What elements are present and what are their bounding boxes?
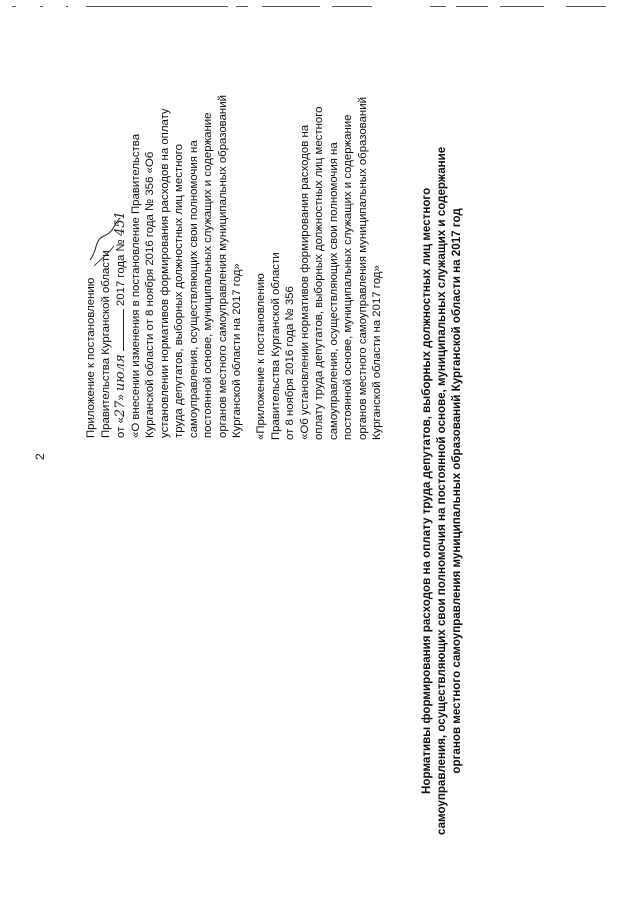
appendix-line: постоянной основе, муниципальных служащих и содержание <box>342 114 354 440</box>
handwritten-month: июля <box>113 354 128 392</box>
scan-artifact <box>0 4 640 10</box>
appendix-line: Курганской области на 2017 год» <box>231 263 243 438</box>
appendix-line: «Приложение к постановлению <box>255 273 267 440</box>
page-number: 2 <box>33 453 47 460</box>
title-line: органов местного самоуправления муниципальных образований Курганской области на 2017 год <box>450 208 463 774</box>
appendix-line: труда депутатов, выборных должностных лиц местного <box>173 144 185 438</box>
appendix-line: органов местного самоуправления муниципальных образований <box>356 97 369 440</box>
title-line: Нормативы формирования расходов на оплату труда депутатов, выборных должностных лиц местного <box>420 187 433 794</box>
appendix-original-block <box>254 97 385 440</box>
appendix-line: органов местного самоуправления муниципальных образований <box>216 95 229 438</box>
handwritten-day: 27 <box>113 400 128 418</box>
appendix-line: самоуправления, осуществляющих свои полномочия на <box>187 140 200 438</box>
date-prefix: от « <box>115 417 127 438</box>
appendix-line: самоуправления, осуществляющих свои полномочия на <box>327 142 340 440</box>
blank-line <box>113 309 124 351</box>
document-title <box>419 147 464 835</box>
appendix-line: постоянной основе, муниципальных служащих и содержание <box>202 112 214 438</box>
appendix-line: установлении нормативов формирования расходов на оплату <box>158 108 171 438</box>
appendix-line: «Об установлении нормативов формирования расходов на <box>298 124 311 440</box>
signature-scribble <box>84 210 126 270</box>
appendix-line: Курганской области на 2017 год» <box>371 265 383 440</box>
appendix-line: от 8 ноября 2016 года № 356 <box>284 286 296 440</box>
appendix-line: Правительства Курганской области <box>99 250 112 438</box>
appendix-line: Правительства Курганской области <box>269 252 282 440</box>
appendix-line: Курганской области от 8 ноября 2016 года № 356 «Об <box>144 151 156 438</box>
appendix-line: Приложение к постановлению <box>85 277 97 438</box>
appendix-date-line: от «27» июля 2017 года № 451 <box>113 211 128 438</box>
appendix-line: оплату труда депутатов, выборных должностных лиц местного <box>313 106 325 440</box>
date-suffix: 2017 года № <box>115 239 127 307</box>
handwritten-number: 451 <box>113 211 128 237</box>
appendix-line: «О внесении изменения в постановление Правительства <box>129 133 142 438</box>
title-line: самоуправления, осуществляющих свои полномочия на постоянной основе, муниципальных служащих и содержание <box>435 146 448 835</box>
